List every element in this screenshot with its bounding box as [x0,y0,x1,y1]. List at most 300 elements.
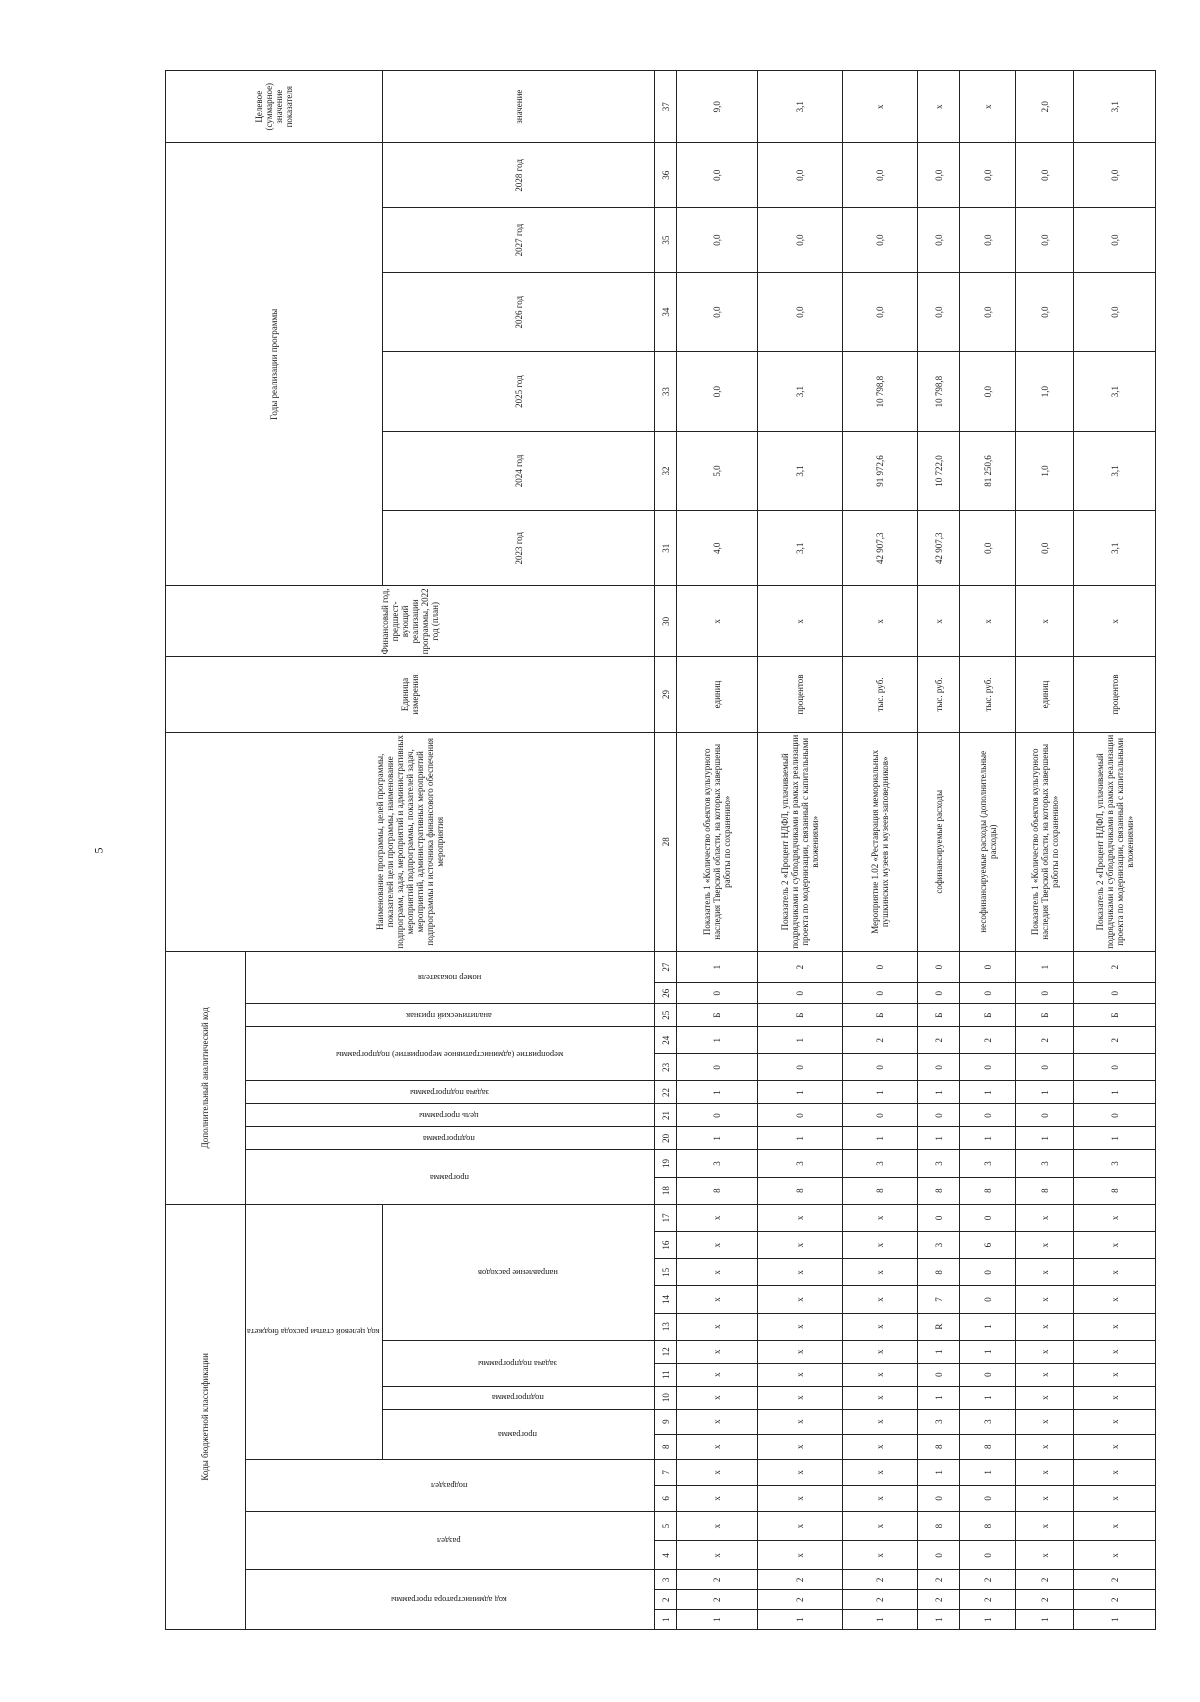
code-cell: 1 [918,1459,960,1485]
table-row [758,71,843,1630]
code-cell: 3 [758,1150,843,1177]
year-value-cell: 3,1 [758,352,843,431]
year-value-cell: 91 972,6 [843,431,918,510]
csr-code-header: код целевой статьи расхода бюджета [246,1204,383,1459]
target-value-cell: 9,0 [677,71,758,143]
budget-codes-header: Коды бюджетной классификации [166,1204,246,1629]
column-number: 19 [655,1150,677,1177]
code-cell: х [677,1541,758,1570]
code-cell: 1 [1074,1127,1156,1150]
year-value-cell: 0,0 [960,352,1016,431]
column-number: 31 [655,511,677,586]
code-cell: х [1016,1459,1074,1485]
target-header: Целевое (суммарное) значение показателя [166,71,383,143]
code-cell: 1 [960,1610,1016,1630]
column-number: 29 [655,657,677,732]
code-cell: Б [1016,1004,1074,1027]
column-number: 7 [655,1459,677,1485]
year-value-cell: 0,0 [918,272,960,351]
code-cell: 1 [1074,1610,1156,1630]
code-cell: 3 [1016,1150,1074,1177]
code-cell: 8 [918,1177,960,1204]
code-cell: х [677,1459,758,1485]
code-cell: х [843,1286,918,1313]
code-cell: х [758,1511,843,1540]
section-header: раздел [437,1536,461,1547]
code-cell: х [843,1511,918,1540]
code-cell: 2 [758,1570,843,1590]
code-cell: 1 [843,1610,918,1630]
code-cell: 2 [1074,951,1156,982]
code-cell: 8 [960,1434,1016,1459]
column-number: 13 [655,1313,677,1340]
year-value-cell: 3,1 [758,431,843,510]
code-cell: 3 [918,1232,960,1259]
year-value-cell: 0,0 [960,511,1016,586]
code-cell: 2 [1074,1570,1156,1590]
code-cell: 1 [677,1127,758,1150]
code-cell: х [1016,1313,1074,1340]
code-cell: х [843,1485,918,1511]
column-number: 9 [655,1409,677,1434]
year-2023-header: 2023 год [383,511,655,586]
year-value-cell: 0,0 [758,272,843,351]
code-cell: 1 [1074,1081,1156,1104]
year-value-cell: 1,0 [1016,431,1074,510]
column-number: 5 [655,1511,677,1540]
base-year-cell: х [677,586,758,657]
year-value-cell: 0,0 [1016,272,1074,351]
code-cell: 1 [918,1386,960,1409]
code-cell: Б [1074,1004,1156,1027]
code-cell: х [1074,1409,1156,1434]
table-row [1074,71,1156,1630]
code-cell: х [1016,1232,1074,1259]
year-value-cell: 0,0 [1074,208,1156,273]
code-cell: 0 [960,983,1016,1004]
code-cell: 2 [960,1570,1016,1590]
code-cell: х [758,1459,843,1485]
year-value-cell: 0,0 [1016,143,1074,208]
year-value-cell: 3,1 [1074,511,1156,586]
code-cell: х [843,1459,918,1485]
code-cell: 3 [1074,1150,1156,1177]
code-cell: 2 [758,1590,843,1610]
code-cell: х [1074,1313,1156,1340]
extra-code-header: Дополнительный аналитический код [166,951,246,1204]
code-cell: 0 [918,951,960,982]
code-cell: 1 [960,1127,1016,1150]
task-code-header: задача подпрограммы [409,1088,489,1099]
unit-cell: единиц [1016,657,1074,732]
code-cell: 0 [1016,1104,1074,1127]
code-cell: 2 [843,1570,918,1590]
code-cell: х [1074,1459,1156,1485]
code-cell: 2 [1016,1590,1074,1610]
subprogram-header: подпрограмма [491,1393,544,1404]
subprogram-code-header: подпрограмма [423,1134,476,1145]
code-cell: 0 [677,1054,758,1081]
code-cell: 0 [843,951,918,982]
year-value-cell: 0,0 [960,208,1016,273]
year-value-cell: 0,0 [1016,511,1074,586]
code-cell: х [843,1259,918,1286]
column-number: 10 [655,1386,677,1409]
code-cell: х [758,1409,843,1434]
unit-cell: процентов [758,657,843,732]
code-cell: 3 [918,1409,960,1434]
code-cell: х [843,1340,918,1363]
code-cell: х [758,1485,843,1511]
target-value-cell: х [918,71,960,143]
column-number: 14 [655,1286,677,1313]
code-cell: 1 [677,951,758,982]
code-cell: 0 [918,983,960,1004]
year-value-cell: 0,0 [1016,208,1074,273]
year-value-cell: 4,0 [677,511,758,586]
code-cell: х [1016,1386,1074,1409]
year-2027-header: 2027 год [383,208,655,273]
code-cell: Б [758,1004,843,1027]
code-cell: 0 [843,983,918,1004]
code-cell: 2 [918,1027,960,1054]
year-2028-header: 2028 год [383,143,655,208]
code-cell: 3 [843,1150,918,1177]
code-cell: Б [960,1004,1016,1027]
code-cell: 0 [677,983,758,1004]
year-value-cell: 0,0 [677,208,758,273]
code-cell: 2 [960,1590,1016,1610]
data-rows [677,71,1156,1630]
goal-header: цель программы [419,1111,479,1122]
year-value-cell: 1,0 [1016,352,1074,431]
code-cell: 2 [1074,1590,1156,1610]
task-header: задача подпрограммы [478,1358,558,1369]
code-cell: 0 [1074,1104,1156,1127]
code-cell: 1 [843,1127,918,1150]
code-cell: х [1016,1363,1074,1386]
year-value-cell: 0,0 [843,208,918,273]
column-number: 26 [655,983,677,1004]
column-number: 18 [655,1177,677,1204]
year-value-cell: 0,0 [758,143,843,208]
code-cell: 0 [918,1541,960,1570]
code-cell: 2 [1016,1027,1074,1054]
code-cell: 0 [918,1204,960,1231]
year-value-cell: 10 798,8 [918,352,960,431]
code-cell: 1 [677,1081,758,1104]
code-cell: 0 [960,1259,1016,1286]
code-cell: 1 [960,1313,1016,1340]
table-row [677,71,758,1630]
code-cell: 3 [960,1409,1016,1434]
code-cell: 0 [677,1104,758,1127]
code-cell: 2 [677,1570,758,1590]
column-number: 6 [655,1485,677,1511]
code-cell: х [1074,1363,1156,1386]
code-cell: 0 [1074,1054,1156,1081]
target-value-cell: 2,0 [1016,71,1074,143]
code-cell: х [677,1313,758,1340]
code-cell: х [1074,1286,1156,1313]
code-cell: 1 [1016,1081,1074,1104]
row-name: Показатель 2 «Процент НДФЛ, уплачиваемый подрядчиками и субподрядчиками в рамках реализации проекта по модернизации, связанный с капитальными вложениями» [758,732,843,951]
code-cell: Б [843,1004,918,1027]
code-cell: Б [677,1004,758,1027]
code-cell: 0 [960,1286,1016,1313]
column-number: 17 [655,1204,677,1231]
code-cell: х [1016,1485,1074,1511]
code-cell: 3 [918,1150,960,1177]
table-row [843,71,918,1630]
year-value-cell: 0,0 [918,208,960,273]
unit-cell: тыс. руб. [960,657,1016,732]
rotated-table-wrapper [165,70,1135,1630]
column-number: 1 [655,1610,677,1630]
code-cell: 8 [918,1259,960,1286]
code-cell: 0 [960,1204,1016,1231]
code-cell: х [758,1204,843,1231]
code-cell: х [1016,1259,1074,1286]
code-cell: х [677,1386,758,1409]
code-cell: х [843,1541,918,1570]
name-header: Наименование программы, целей программы, показателей цели программы, наименование подпрограмм, задач, мероприятий и административных мероприятий подпрограммы, показателей задач, мероприятий, административных мероприятий подпрограммы и источника финансового обеспечения мероприятия [166,732,655,951]
code-cell: х [677,1204,758,1231]
code-cell: 0 [758,983,843,1004]
base-year-cell: х [1074,586,1156,657]
year-value-cell: 0,0 [758,208,843,273]
column-number: 33 [655,352,677,431]
column-number: 36 [655,143,677,208]
code-cell: 0 [843,1104,918,1127]
year-value-cell: 42 907,3 [843,511,918,586]
column-number: 16 [655,1232,677,1259]
code-cell: 2 [843,1027,918,1054]
code-cell: х [843,1232,918,1259]
year-value-cell: 0,0 [1074,272,1156,351]
code-cell: 1 [918,1610,960,1630]
year-value-cell: 10 798,8 [843,352,918,431]
row-name: софинансируемые расходы [918,732,960,951]
indicator-num-header: номер показателя [417,973,481,984]
base-year-cell: х [758,586,843,657]
base-year-cell: х [960,586,1016,657]
code-cell: 0 [1016,1054,1074,1081]
code-cell: х [1016,1204,1074,1231]
subsection-header: подраздел [430,1481,468,1492]
code-cell: х [1016,1340,1074,1363]
code-cell: х [677,1232,758,1259]
code-cell: 1 [843,1081,918,1104]
code-cell: х [677,1485,758,1511]
base-year-cell: х [1016,586,1074,657]
code-cell: 8 [918,1434,960,1459]
unit-cell: процентов [1074,657,1156,732]
year-value-cell: 3,1 [758,511,843,586]
year-value-cell: 0,0 [1074,143,1156,208]
column-number: 23 [655,1054,677,1081]
row-name: несофинансируемые расходы (дополнительные расходы) [960,732,1016,951]
code-cell: 1 [960,1340,1016,1363]
code-cell: х [1074,1541,1156,1570]
code-cell: 1 [1016,951,1074,982]
year-value-cell: 81 250,6 [960,431,1016,510]
code-cell: х [758,1434,843,1459]
row-name: Показатель 2 «Процент НДФЛ, уплачиваемый подрядчиками и субподрядчиками в рамках реализации проекта по модернизации, связанный с капитальными вложениями» [1074,732,1156,951]
target-value-cell: х [843,71,918,143]
code-cell: х [677,1259,758,1286]
column-number: 34 [655,272,677,351]
code-cell: х [1074,1340,1156,1363]
code-cell: х [843,1204,918,1231]
year-value-cell: 0,0 [677,272,758,351]
year-value-cell: 0,0 [677,352,758,431]
column-number: 25 [655,1004,677,1027]
code-cell: 0 [918,1054,960,1081]
code-cell: 3 [677,1150,758,1177]
code-cell: х [677,1511,758,1540]
code-cell: х [1016,1434,1074,1459]
code-cell: 0 [758,1054,843,1081]
unit-cell: тыс. руб. [918,657,960,732]
code-cell: х [1074,1434,1156,1459]
code-cell: 0 [960,951,1016,982]
year-2025-header: 2025 год [383,352,655,431]
code-cell: х [1074,1386,1156,1409]
code-cell: х [843,1363,918,1386]
column-number: 22 [655,1081,677,1104]
code-cell: 2 [758,951,843,982]
table-row [960,71,1016,1630]
code-cell: х [1074,1485,1156,1511]
code-cell: х [677,1434,758,1459]
code-cell: х [758,1259,843,1286]
base-year-header: Финансовый год, предшест-вующий реализации программы, 2022 год (план) [166,586,655,657]
code-cell: 8 [758,1177,843,1204]
unit-cell: тыс. руб. [843,657,918,732]
year-value-cell: 3,1 [1074,431,1156,510]
admin-code-header: код администратора программы [391,1595,507,1606]
target-value-cell: 3,1 [1074,71,1156,143]
column-number: 3 [655,1570,677,1590]
program-code-header: программа [429,1172,469,1183]
code-cell: х [843,1434,918,1459]
table-row [918,71,960,1630]
code-cell: 7 [918,1286,960,1313]
budget-program-table [165,70,1156,1630]
code-cell: х [758,1363,843,1386]
page-number: 5 [91,847,106,854]
code-cell: 1 [677,1610,758,1630]
unit-cell: единиц [677,657,758,732]
year-value-cell: 0,0 [918,143,960,208]
code-cell: х [1074,1511,1156,1540]
code-cell: х [677,1363,758,1386]
code-cell: Б [918,1004,960,1027]
years-header: Годы реализации программы [166,143,383,586]
code-cell: х [758,1232,843,1259]
unit-header: Единица измерения [166,657,655,732]
code-cell: 0 [918,1104,960,1127]
target-value-cell: х [960,71,1016,143]
column-number: 21 [655,1104,677,1127]
code-cell: х [758,1340,843,1363]
code-cell: 1 [1016,1127,1074,1150]
year-value-cell: 10 722,0 [918,431,960,510]
code-cell: 8 [843,1177,918,1204]
column-number: 15 [655,1259,677,1286]
code-cell: 1 [758,1027,843,1054]
code-cell: х [1016,1541,1074,1570]
code-cell: 0 [960,1054,1016,1081]
code-cell: 0 [758,1104,843,1127]
column-number: 27 [655,951,677,982]
year-value-cell: 0,0 [843,143,918,208]
code-cell: х [1074,1232,1156,1259]
code-cell: R [918,1313,960,1340]
code-cell: х [758,1313,843,1340]
code-cell: 0 [960,1363,1016,1386]
code-cell: 6 [960,1232,1016,1259]
code-cell: х [843,1409,918,1434]
column-number: 35 [655,208,677,273]
code-cell: х [1016,1511,1074,1540]
code-cell: 0 [1074,983,1156,1004]
code-cell: 8 [1016,1177,1074,1204]
code-cell: х [1074,1204,1156,1231]
code-cell: 1 [918,1081,960,1104]
code-cell: х [1016,1409,1074,1434]
code-cell: 0 [960,1485,1016,1511]
row-name: Мероприятие 1.02 «Реставрация мемориальных пушкинских музеев и музеев-заповедников» [843,732,918,951]
column-number: 28 [655,732,677,951]
year-value-cell: 3,1 [1074,352,1156,431]
code-cell: 1 [960,1386,1016,1409]
code-cell: 1 [758,1610,843,1630]
column-number: 11 [655,1363,677,1386]
code-cell: 1 [918,1340,960,1363]
code-cell: 1 [918,1127,960,1150]
code-cell: 2 [960,1027,1016,1054]
code-cell: 0 [960,1541,1016,1570]
code-cell: х [1016,1286,1074,1313]
base-year-cell: х [843,586,918,657]
code-cell: 2 [1016,1570,1074,1590]
value-header: значение [383,71,655,143]
code-cell: 0 [918,1363,960,1386]
code-cell: 8 [960,1177,1016,1204]
code-cell: 3 [960,1150,1016,1177]
column-number: 12 [655,1340,677,1363]
year-value-cell: 0,0 [960,143,1016,208]
code-cell: х [843,1386,918,1409]
code-cell: 8 [918,1511,960,1540]
table-row [1016,71,1074,1630]
code-cell: х [843,1313,918,1340]
year-value-cell: 42 907,3 [918,511,960,586]
year-value-cell: 0,0 [843,272,918,351]
row-name: Показатель 1 «Количество объектов культурного наследия Тверской области, на которых завершены работы по сохранению» [677,732,758,951]
column-number: 32 [655,431,677,510]
year-value-cell: 5,0 [677,431,758,510]
code-cell: 2 [1074,1027,1156,1054]
code-cell: х [677,1340,758,1363]
column-number: 30 [655,586,677,657]
code-cell: 1 [758,1081,843,1104]
code-cell: х [758,1286,843,1313]
code-cell: 0 [960,1104,1016,1127]
program-header: программа [498,1429,538,1440]
